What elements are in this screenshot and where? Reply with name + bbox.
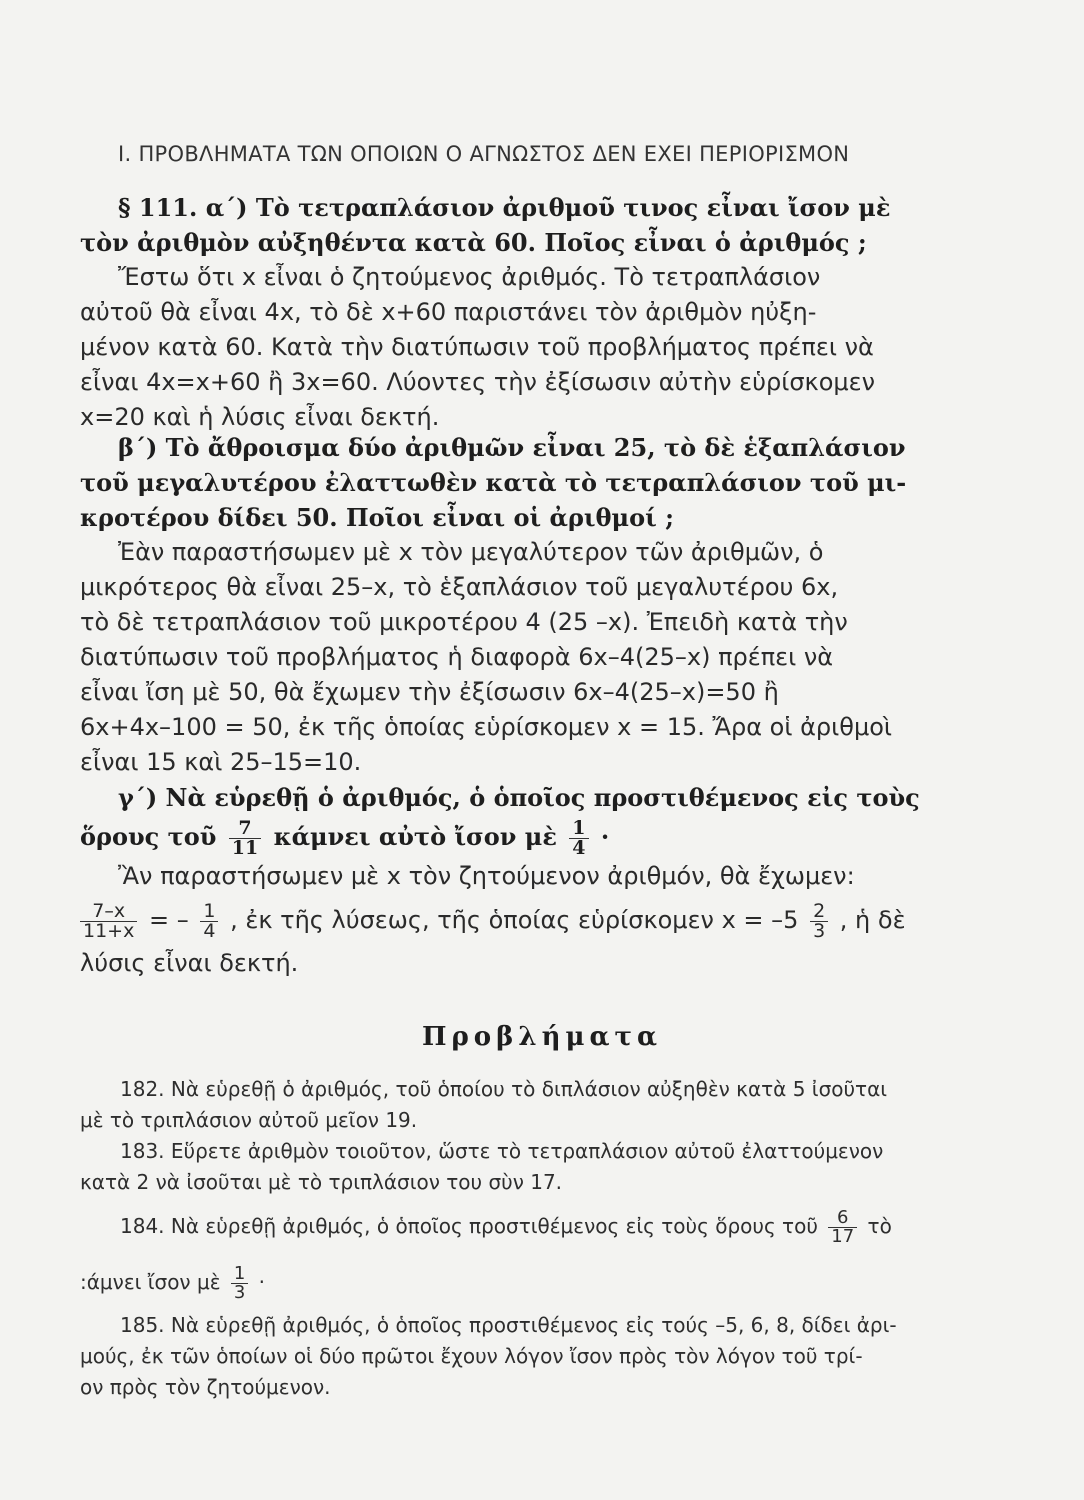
problem-184-line <box>80 1198 930 1254</box>
section-b-answer-line: διατύπωσιν τοῦ προβλήματος ἡ διαφορὰ 6x–4(25–x) πρέπει νὰ <box>80 643 834 671</box>
problem-183-line: 183. Εὕρετε ἀριθμὸν τοιοῦτον, ὥστε τὸ τετραπλάσιον αὐτοῦ ἐλαττούμενον <box>120 1139 884 1163</box>
problems-list <box>80 1074 930 1403</box>
problem-184-line <box>80 1254 930 1310</box>
fraction-6-17 <box>828 1209 857 1246</box>
section-c <box>80 780 930 981</box>
fraction-denominator: 4 <box>200 921 218 941</box>
chapter-heading: Ι. ΠΡΟΒΛΗΜΑΤΑ ΤΩΝ ΟΠΟΙΩΝ Ο ΑΓΝΩΣΤΟΣ ΔΕΝ ΕΧΕΙ ΠΕΡΙΟΡΙΣΜΟΝ <box>118 142 850 166</box>
section-b-answer-line: 6x+4x–100 = 50, ἐκ τῆς ὁποίας εὑρίσκομεν x = 15. Ἄρα οἱ ἀριθμοὶ <box>80 713 893 741</box>
section-b <box>80 430 930 780</box>
section-a-answer-line: Ἔστω ὅτι x εἶναι ὁ ζητούμενος ἀριθμός. Τὸ τετραπλάσιον <box>118 263 821 291</box>
problem-183-line: κατὰ 2 νὰ ἰσοῦται μὲ τὸ τριπλάσιον του σὺν 17. <box>80 1170 563 1194</box>
fraction-denominator: 17 <box>828 1227 857 1246</box>
fraction-numerator: 1 <box>203 899 216 922</box>
fraction-denominator: 4 <box>569 838 588 858</box>
section-c-equation-line <box>80 894 930 946</box>
section-c-question-line <box>80 815 930 859</box>
section-b-question-line: β΄) Τὸ ἄθροισμα δύο ἀριθμῶν εἶναι 25, τὸ δὲ ἑξαπλάσιον <box>118 433 906 462</box>
fraction-numerator: 2 <box>813 899 826 922</box>
question-text: κάμνει αὐτὸ ἴσον μὲ <box>273 822 557 851</box>
fraction-numerator: 7–x <box>92 899 126 922</box>
fraction-2-3 <box>810 899 828 942</box>
fraction-1-4 <box>200 899 218 942</box>
problem-text: :άμνει ἴσον μὲ <box>80 1270 221 1294</box>
problem-182-line: μὲ τὸ τριπλάσιον αὐτοῦ μεῖον 19. <box>80 1108 418 1132</box>
problem-185-line: ον πρὸς τὸν ζητούμενον. <box>80 1375 331 1399</box>
problem-185-line: μούς, ἐκ τῶν ὁποίων οἱ δύο πρῶτοι ἔχουν λόγον ἴσον πρὸς τὸν λόγον τοῦ τρί- <box>80 1344 863 1368</box>
fraction-numerator: 1 <box>572 817 586 839</box>
section-c-answer-line: λύσις εἶναι δεκτή. <box>80 949 299 977</box>
section-a <box>80 190 930 435</box>
problem-text: 184. Νὰ εὑρεθῇ ἀριθμός, ὁ ὁποῖος προστιθέμενος εἰς τοὺς ὅρους τοῦ <box>120 1214 818 1238</box>
section-b-answer-line: τὸ δὲ τετραπλάσιον τοῦ μικροτέρου 4 (25 –x). Ἐπειδὴ κατὰ τὴν <box>80 608 848 636</box>
fraction-denominator: 3 <box>231 1283 248 1302</box>
fraction-1-3 <box>231 1265 248 1302</box>
section-a-answer-line: x=20 καὶ ἡ λύσις εἶναι δεκτή. <box>80 403 440 431</box>
fraction-7-x-over-11-x <box>80 899 137 942</box>
fraction-denominator: 11+x <box>80 921 137 941</box>
section-c-answer-line: Ἂν παραστήσωμεν μὲ x τὸν ζητούμενον ἀριθμόν, θὰ ἔχωμεν: <box>118 862 855 890</box>
problems-title: Προβλήματα <box>421 1022 663 1052</box>
problem-text: · <box>258 1270 266 1294</box>
equation-text: = – <box>148 906 189 934</box>
section-b-question-line: τοῦ μεγαλυτέρου ἐλαττωθὲν κατὰ τὸ τετραπλάσιον τοῦ μι- <box>80 468 907 497</box>
equation-text: , ἐκ τῆς λύσεως, τῆς ὁποίας εὑρίσκομεν x = –5 <box>230 906 799 934</box>
section-b-answer-line: μικρότερος θὰ εἶναι 25–x, τὸ ἑξαπλάσιον τοῦ μεγαλυτέρου 6x, <box>80 573 839 601</box>
section-a-answer-line: αὐτοῦ θὰ εἶναι 4x, τὸ δὲ x+60 παριστάνει τὸν ἀριθμὸν ηὐξη- <box>80 298 817 326</box>
question-text: ὅρους τοῦ <box>80 822 217 851</box>
problem-text: τὸ <box>867 1214 892 1238</box>
section-a-question-line: τὸν ἀριθμὸν αὐξηθέντα κατὰ 60. Ποῖος εἶναι ὁ ἀριθμός ; <box>80 228 867 257</box>
section-c-question-line: γ΄) Νὰ εὑρεθῇ ὁ ἀριθμός, ὁ ὁποῖος προστιθέμενος εἰς τοὺς <box>118 783 920 812</box>
fraction-numerator: 6 <box>836 1207 849 1228</box>
question-text: · <box>600 822 610 851</box>
fraction-7-11 <box>229 819 261 858</box>
fraction-numerator: 1 <box>233 1263 246 1284</box>
section-a-answer-line: εἶναι 4x=x+60 ἢ 3x=60. Λύοντες τὴν ἐξίσωσιν αὐτὴν εὑρίσκομεν <box>80 368 876 396</box>
problem-182-line: 182. Νὰ εὑρεθῇ ὁ ἀριθμός, τοῦ ὁποίου τὸ διπλάσιον αὐξηθὲν κατὰ 5 ἰσοῦται <box>120 1077 888 1101</box>
section-b-question-line: κροτέρου δίδει 50. Ποῖοι εἶναι οἱ ἀριθμοί ; <box>80 503 674 532</box>
section-b-answer-line: Ἐὰν παραστήσωμεν μὲ x τὸν μεγαλύτερον τῶν ἀριθμῶν, ὁ <box>118 538 824 566</box>
problem-185-line: 185. Νὰ εὑρεθῇ ἀριθμός, ὁ ὁποῖος προστιθέμενος εἰς τούς –5, 6, 8, δίδει ἀρι- <box>120 1313 897 1337</box>
section-b-answer-line: εἶναι ἴση μὲ 50, θὰ ἔχωμεν τὴν ἐξίσωσιν 6x–4(25–x)=50 ἢ <box>80 678 779 706</box>
section-b-answer-line: εἶναι 15 καὶ 25–15=10. <box>80 748 362 776</box>
fraction-1-4 <box>569 819 588 858</box>
fraction-denominator: 3 <box>810 921 828 941</box>
section-a-question-line: § 111. α΄) Τὸ τετραπλάσιον ἀριθμοῦ τινος εἶναι ἴσον μὲ <box>118 193 891 222</box>
section-a-answer-line: μένον κατὰ 60. Κατὰ τὴν διατύπωσιν τοῦ προβλήματος πρέπει νὰ <box>80 333 874 361</box>
fraction-denominator: 11 <box>229 838 261 858</box>
equation-text: , ἡ δὲ <box>839 906 906 934</box>
fraction-numerator: 7 <box>238 817 252 839</box>
